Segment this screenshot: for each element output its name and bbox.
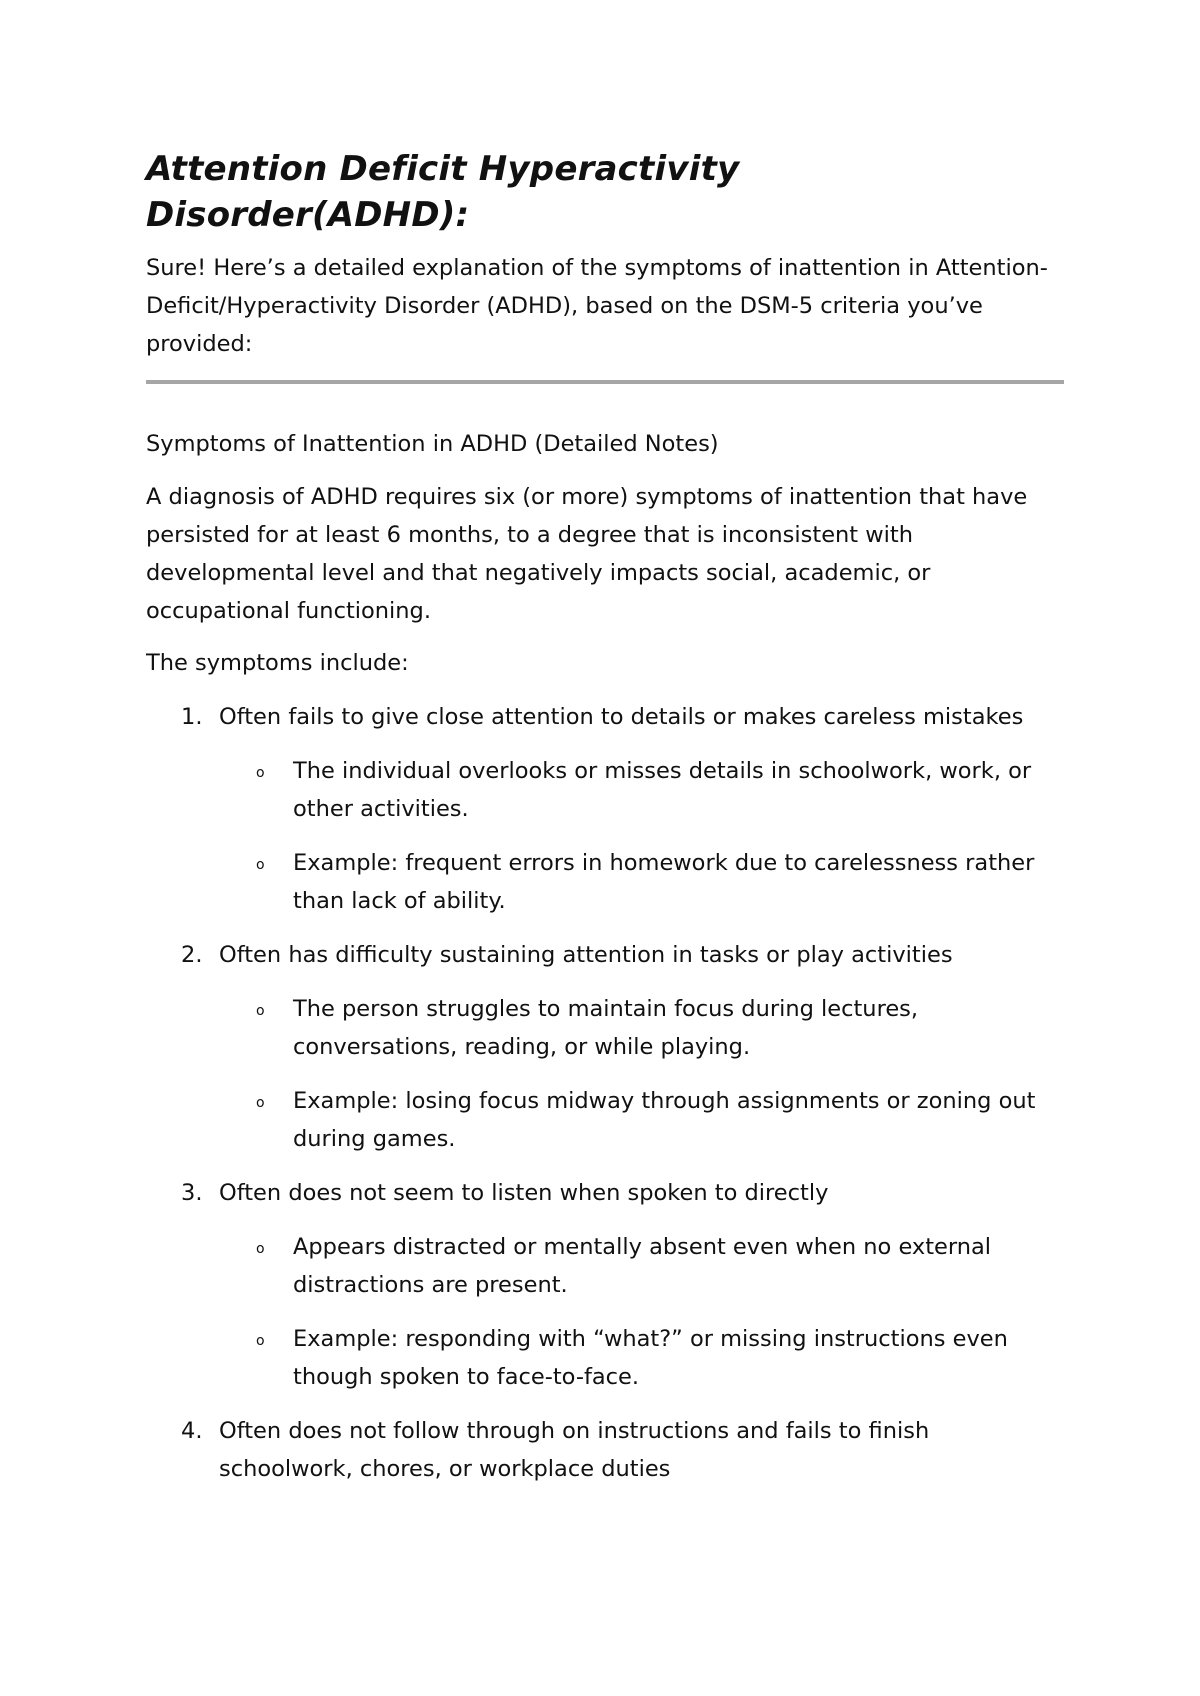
symptom-text: Often does not seem to listen when spoken to directly bbox=[219, 1180, 829, 1206]
sub-item-text: Example: responding with “what?” or missing instructions even though spoken to face-to-face. bbox=[293, 1326, 1008, 1390]
intro-paragraph: Sure! Here’s a detailed explanation of the symptoms of inattention in Attention-Deficit/Hyperactivity Disorder (ADHD), based on the DSM-5 criteria you’ve provided: bbox=[146, 255, 1048, 357]
symptom-number: 3. bbox=[181, 1180, 203, 1206]
symptom-sublist bbox=[146, 1228, 1066, 1396]
circle-bullet-icon: o bbox=[256, 857, 265, 873]
symptom-item bbox=[146, 936, 1066, 1158]
symptom-number: 2. bbox=[181, 942, 203, 968]
document-title bbox=[146, 146, 1066, 238]
sub-item-text: The person struggles to maintain focus during lectures, conversations, reading, or while playing. bbox=[293, 996, 919, 1060]
symptom-list bbox=[146, 698, 1066, 1488]
circle-bullet-icon: o bbox=[256, 1095, 265, 1111]
symptom-text: Often fails to give close attention to details or makes careless mistakes bbox=[219, 704, 1024, 730]
circle-bullet-icon: o bbox=[256, 1241, 265, 1257]
symptom-number: 1. bbox=[181, 704, 203, 730]
sub-item-text: Example: losing focus midway through assignments or zoning out during games. bbox=[293, 1088, 1036, 1152]
sub-list-item bbox=[146, 990, 1066, 1066]
circle-bullet-icon: o bbox=[256, 765, 265, 781]
symptoms-intro: The symptoms include: bbox=[146, 650, 409, 676]
sub-list-item bbox=[146, 752, 1066, 828]
symptom-sublist bbox=[146, 752, 1066, 920]
symptom-text: Often does not follow through on instructions and fails to finish schoolwork, chores, or workplace duties bbox=[219, 1418, 930, 1482]
circle-bullet-icon: o bbox=[256, 1003, 265, 1019]
symptom-text: Often has difficulty sustaining attention in tasks or play activities bbox=[219, 942, 953, 968]
symptom-number: 4. bbox=[181, 1418, 203, 1444]
section-heading: Symptoms of Inattention in ADHD (Detailed Notes) bbox=[146, 431, 719, 457]
horizontal-rule bbox=[146, 380, 1064, 384]
sub-list-item bbox=[146, 1228, 1066, 1304]
sub-list-item bbox=[146, 1082, 1066, 1158]
title-line-1: Attention Deficit Hyperactivity bbox=[146, 149, 740, 189]
sub-list-item bbox=[146, 1320, 1066, 1396]
document-body bbox=[146, 146, 1066, 1488]
symptom-item bbox=[146, 698, 1066, 920]
sub-item-text: Example: frequent errors in homework due to carelessness rather than lack of ability. bbox=[293, 850, 1035, 914]
symptom-item bbox=[146, 1174, 1066, 1396]
circle-bullet-icon: o bbox=[256, 1333, 265, 1349]
symptom-item bbox=[146, 1412, 1066, 1488]
diagnosis-paragraph: A diagnosis of ADHD requires six (or more) symptoms of inattention that have persisted for at least 6 months, to a degree that is inconsistent with developmental level and that negatively impacts social, academic, or occupational functioning. bbox=[146, 484, 1028, 624]
sub-item-text: The individual overlooks or misses details in schoolwork, work, or other activities. bbox=[293, 758, 1032, 822]
symptom-sublist bbox=[146, 990, 1066, 1158]
sub-item-text: Appears distracted or mentally absent even when no external distractions are present. bbox=[293, 1234, 992, 1298]
sub-list-item bbox=[146, 844, 1066, 920]
title-line-2: Disorder(ADHD): bbox=[146, 195, 470, 235]
